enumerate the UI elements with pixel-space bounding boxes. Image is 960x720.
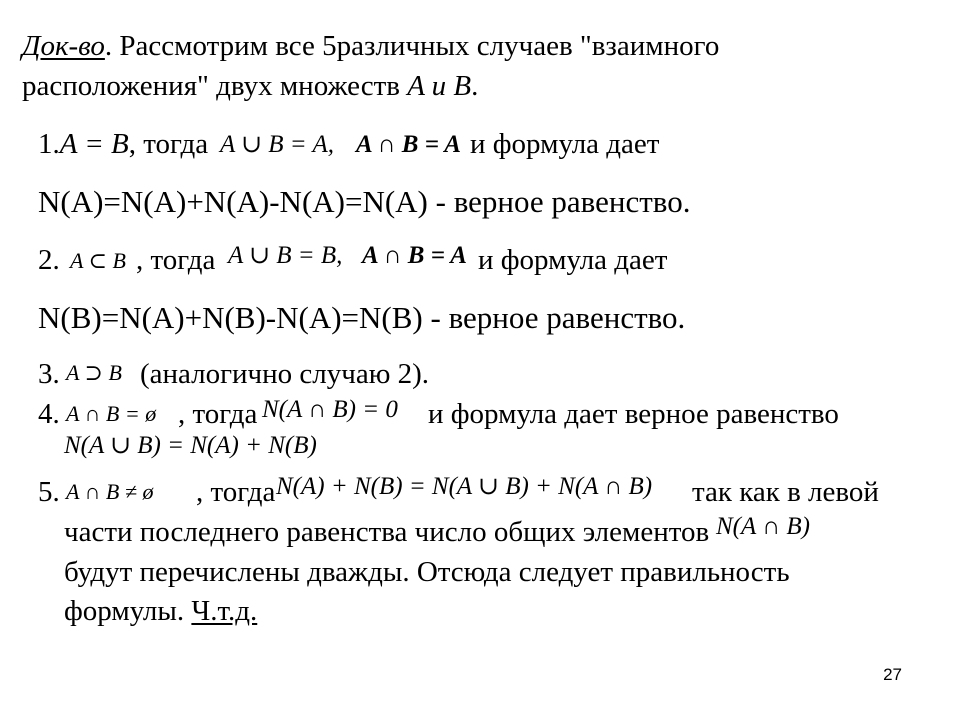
case1-num: 1. — [38, 128, 60, 160]
case2-then: , тогда — [136, 244, 216, 276]
page-number: 27 — [883, 665, 902, 684]
proof-label: Док-во — [22, 30, 105, 62]
case1-then: , тогда — [128, 128, 209, 160]
qed-mark: Ч.т.д. — [191, 595, 258, 627]
case2-tail: и формула дает — [478, 244, 668, 276]
case5-formula: N(A) + N(B) = N(A ∪ B) + N(A ∩ B) — [276, 473, 653, 500]
case5-line2-formula: N(A ∩ B) — [716, 513, 810, 540]
case5-tail: так как в левой — [692, 476, 879, 508]
intro-end: . — [471, 70, 479, 102]
intro-sets: A и B — [407, 70, 472, 102]
case5-line2: части последнего равенства число общих элементов — [64, 516, 710, 548]
case5-line3: будут перечислены дважды. Отсюда следует правильность — [64, 556, 790, 588]
case1-cond: A = B — [59, 128, 129, 160]
case1-tail: и формула дает — [470, 128, 660, 160]
case5-num: 5. — [38, 476, 60, 508]
case5-then: , тогда — [196, 476, 276, 508]
case2-formula: N(B)=N(A)+N(B)-N(A)=N(B) - верное равенство. — [38, 300, 686, 335]
case4-then: , тогда — [178, 398, 258, 430]
case2-num: 2. — [38, 244, 60, 276]
case3-num: 3. — [38, 358, 60, 390]
case3-cond: A ⊃ B — [66, 360, 122, 385]
case1-union: A ∪ B = A, — [220, 131, 334, 158]
case5-line4 — [64, 597, 257, 626]
intro-line-1 — [22, 32, 719, 61]
case4-num: 4. — [38, 398, 60, 430]
intro-text-1: . Рассмотрим все 5различных случаев "взаимного — [104, 30, 720, 62]
case1-inter: A ∩ B = A — [356, 131, 461, 158]
case2-union: A ∪ B = B, — [228, 242, 343, 269]
case4-tail: и формула дает верное равенство — [428, 398, 839, 430]
case1-formula: N(A)=N(A)+N(A)-N(A)=N(A) - верное равенство. — [38, 184, 691, 219]
case5-cond: A ∩ B ≠ ø — [66, 479, 154, 504]
intro-line-2 — [22, 72, 478, 101]
intro-text-2: расположения" двух множеств — [22, 70, 408, 102]
case4-result: N(A ∪ B) = N(A) + N(B) — [64, 432, 317, 459]
case1-line — [38, 130, 208, 159]
case5-line4-text: формулы. — [64, 595, 192, 627]
case4-cond: A ∩ B = ø — [66, 401, 157, 426]
case2-inter: A ∩ B = A — [362, 242, 467, 269]
case3-tail: (аналогично случаю 2). — [140, 358, 430, 390]
case4-formula: N(A ∩ B) = 0 — [262, 396, 398, 423]
case2-cond: A ⊂ B — [70, 248, 126, 273]
